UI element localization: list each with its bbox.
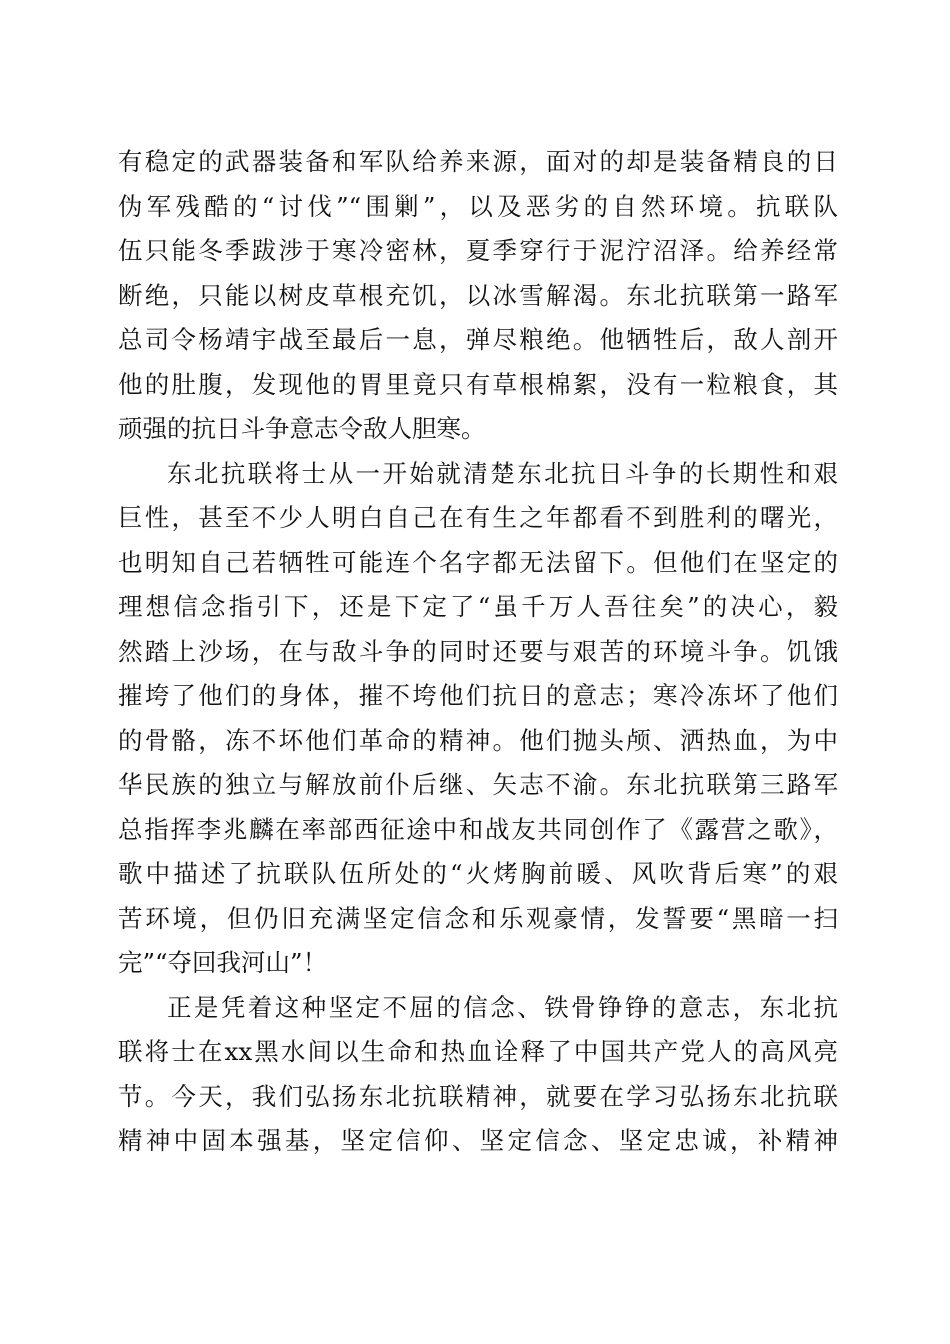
paragraph xyxy=(118,452,838,986)
text-line: 歌中描述了抗联队伍所处的“火烤胸前暖、风吹背后寒”的艰 xyxy=(118,859,838,888)
paragraph xyxy=(118,986,838,1164)
text-line: 伍只能冬季跋涉于寒冷密林，夏季穿行于泥泞沼泽。给养经常 xyxy=(118,236,838,265)
text-line: 他的肚腹，发现他的胃里竟只有草根棉絮，没有一粒粮食，其 xyxy=(118,369,838,399)
text-line: 精神中固本强基，坚定信仰、坚定信念、坚定忠诚，补精神 xyxy=(118,1126,838,1155)
text-line: 然踏上沙场，在与敌斗争的同时还要与艰苦的环境斗争。饥饿 xyxy=(118,636,838,666)
text-line: 顽强的抗日斗争意志令敌人胆寒。 xyxy=(118,414,486,443)
text-line: 节。今天，我们弘扬东北抗联精神，就要在学习弘扬东北抗联 xyxy=(118,1081,838,1111)
text-line: 东北抗联将士从一开始就清楚东北抗日斗争的长期性和艰 xyxy=(167,458,838,488)
text-line: 也明知自己若牺牲可能连个名字都无法留下。但他们在坚定的 xyxy=(118,547,838,577)
text-line: 正是凭着这种坚定不屈的信念、铁骨铮铮的意志，东北抗 xyxy=(167,992,838,1022)
text-line: 苦环境，但仍旧充满坚定信念和乐观豪情，发誓要“黑暗一扫 xyxy=(118,903,838,933)
body-text xyxy=(118,140,838,1164)
text-line: 断绝，只能以树皮草根充饥，以冰雪解渴。东北抗联第一路军 xyxy=(118,280,838,310)
text-line: 的骨骼，冻不坏他们革命的精神。他们抛头颅、洒热血，为中 xyxy=(118,725,838,755)
text-line: 巨性，甚至不少人明白自己在有生之年都看不到胜利的曙光， xyxy=(118,503,838,532)
text-line: 联将士在xx黑水间以生命和热血诠释了中国共产党人的高风亮 xyxy=(118,1037,838,1066)
text-line: 摧垮了他们的身体，摧不垮他们抗日的意志；寒冷冻坏了他们 xyxy=(118,681,838,710)
text-line: 总司令杨靖宇战至最后一息，弹尽粮绝。他牺牲后，敌人剖开 xyxy=(118,325,838,354)
text-line: 完”“夺回我河山”！ xyxy=(118,948,328,977)
text-line: 理想信念指引下，还是下定了“虽千万人吾往矣”的决心，毅 xyxy=(118,592,838,621)
text-line: 华民族的独立与解放前仆后继、矢志不渝。东北抗联第三路军 xyxy=(118,770,838,799)
text-line: 伪军残酷的“讨伐”“围剿”，以及恶劣的自然环境。抗联队 xyxy=(118,191,838,221)
paragraph xyxy=(118,140,838,452)
text-line: 总指挥李兆麟在率部西征途中和战友共同创作了《露营之歌》， xyxy=(118,814,838,844)
text-line: 有稳定的武器装备和军队给养来源，面对的却是装备精良的日 xyxy=(118,147,838,176)
